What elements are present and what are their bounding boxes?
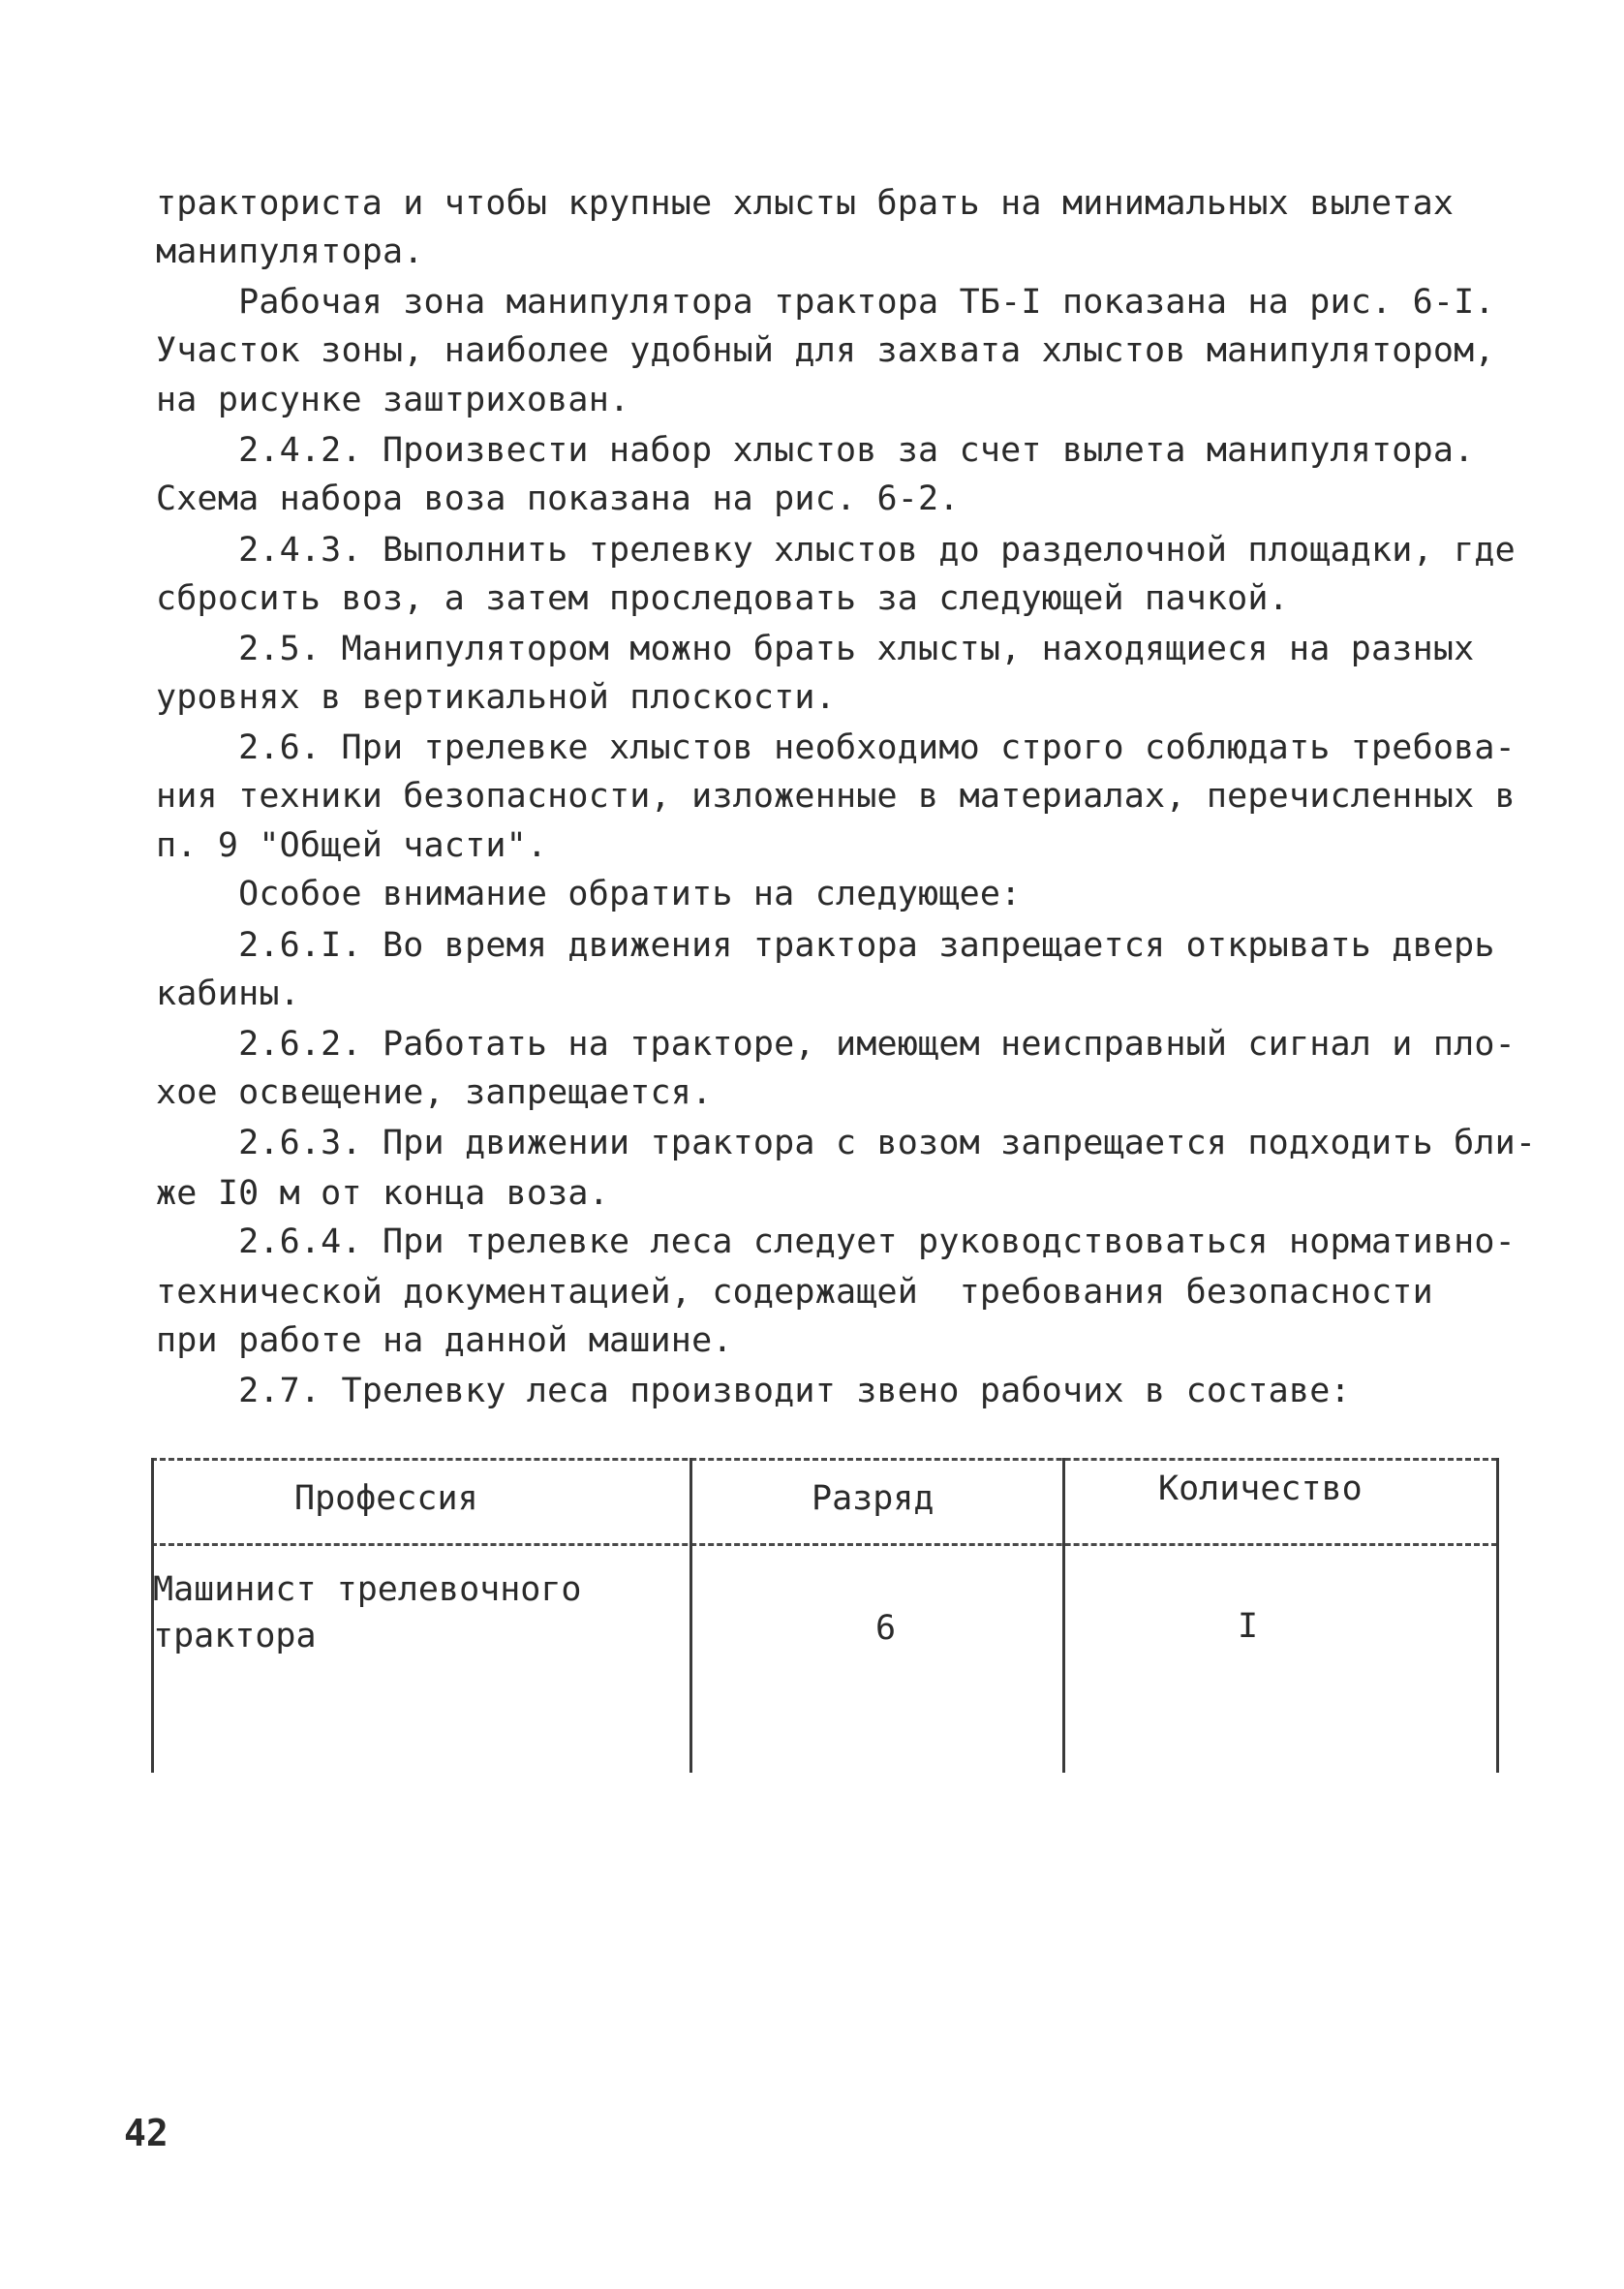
text-line: технической документацией, содержащей требования безопасности <box>156 1273 1433 1312</box>
text-line: сбросить воз, а затем проследовать за следующей пачкой. <box>156 579 1289 618</box>
text-line: 2.6.3. При движении трактора с возом запрещается подходить бли- <box>156 1124 1537 1162</box>
text-line: тракториста и чтобы крупные хлысты брать на минимальных вылетах <box>156 184 1455 223</box>
header-count: Количество <box>1158 1469 1363 1508</box>
table-column-divider-1 <box>689 1458 692 1773</box>
text-line: Особое внимание обратить на следующее: <box>156 875 1022 913</box>
text-line: 2.6. При трелевке хлыстов необходимо строго соблюдать требова- <box>156 728 1516 767</box>
header-profession: Профессия <box>294 1479 478 1518</box>
header-grade: Разряд <box>812 1479 935 1518</box>
text-line: 2.7. Трелевку леса производит звено рабочих в составе: <box>156 1372 1351 1410</box>
text-line: уровнях в вертикальной плоскости. <box>156 678 836 717</box>
text-line: ния техники безопасности, изложенные в материалах, перечисленных в <box>156 777 1516 816</box>
table-header-separator <box>151 1543 1497 1546</box>
text-line: 2.6.I. Во время движения трактора запрещается открывать дверь <box>156 926 1495 965</box>
row-profession-line2: трактора <box>153 1617 317 1655</box>
text-line: 2.4.2. Произвести набор хлыстов за счет вылета манипулятора. <box>156 431 1475 470</box>
text-line: 2.5. Манипулятором можно брать хлысты, находящиеся на разных <box>156 630 1475 668</box>
text-line: п. 9 "Общей части". <box>156 826 548 865</box>
text-line: кабины. <box>156 974 300 1013</box>
table-top-border <box>151 1458 1497 1461</box>
text-line: манипулятора. <box>156 232 424 271</box>
table-column-divider-2 <box>1062 1458 1065 1773</box>
workers-table <box>151 1458 1497 1773</box>
text-line: Рабочая зона манипулятора трактора ТБ-I показана на рис. 6-I. <box>156 283 1495 322</box>
text-line: хое освещение, запрещается. <box>156 1073 713 1112</box>
row-profession-line1: Машинист трелевочного <box>153 1570 582 1609</box>
text-line: 2.4.3. Выполнить трелевку хлыстов до разделочной площадки, где <box>156 531 1516 570</box>
text-line: при работе на данной машине. <box>156 1321 733 1360</box>
text-line: на рисунке заштрихован. <box>156 381 630 419</box>
table-right-border <box>1496 1458 1499 1773</box>
text-line: же I0 м от конца воза. <box>156 1174 609 1213</box>
text-line: 2.6.2. Работать на тракторе, имеющем неисправный сигнал и пло- <box>156 1025 1516 1064</box>
text-line: Схема набора воза показана на рис. 6-2. <box>156 479 960 518</box>
row-count: I <box>1238 1607 1259 1646</box>
text-line: Участок зоны, наиболее удобный для захвата хлыстов манипулятором, <box>156 331 1495 370</box>
row-grade: 6 <box>875 1609 897 1648</box>
text-line: 2.6.4. При трелевке леса следует руководствоваться нормативно- <box>156 1222 1516 1261</box>
page-number: 42 <box>124 2112 169 2154</box>
